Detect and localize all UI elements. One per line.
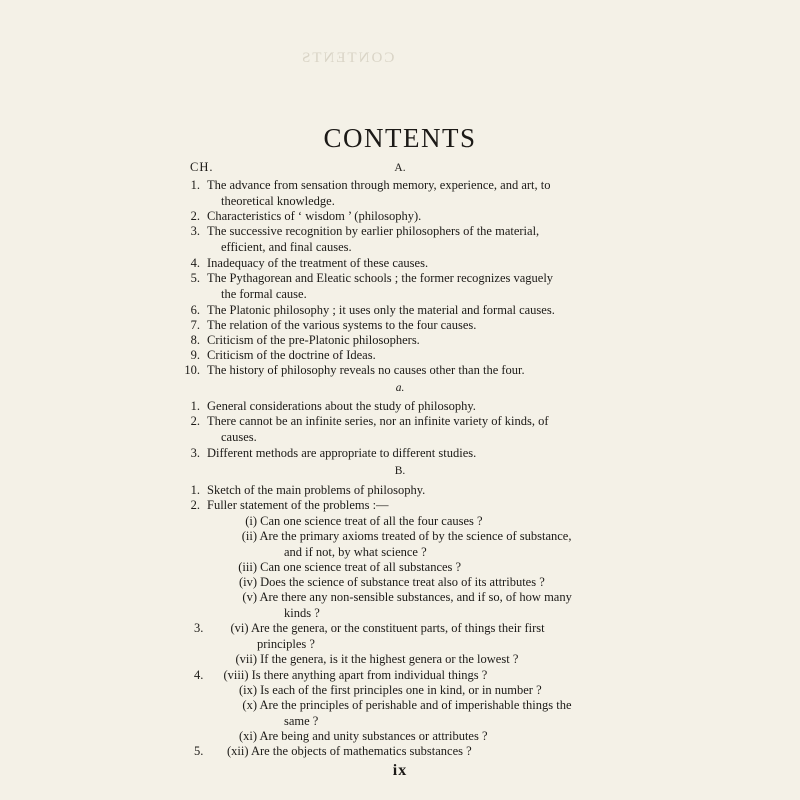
- section-heading-a: a.: [395, 382, 405, 394]
- problem-item: 5. (xii) Are the objects of mathematics substances ?: [194, 744, 472, 758]
- problem-item: (v) Are there any non-sensible substances, and if so, of how many kinds ?: [242, 590, 572, 620]
- list-item: 3. Different methods are appropriate to different studies.: [190, 446, 477, 460]
- list-item: 5. The Pythagorean and Eleatic schools ; the former recognizes vaguely the formal cause.: [190, 271, 554, 301]
- problem-item: 3. (vi) Are the genera, or the constituent parts, of things their first principles ?: [194, 621, 545, 651]
- problem-item: (i) Can one science treat of all the four causes ?: [245, 514, 483, 528]
- problem-item: (xi) Are being and unity substances or attributes ?: [238, 729, 488, 743]
- list-item: 4. Inadequacy of the treatment of these causes.: [190, 256, 429, 270]
- list-item: 1. General considerations about the study of philosophy.: [190, 399, 476, 413]
- list-item: 2. There cannot be an infinite series, nor an infinite variety of kinds, of causes.: [190, 414, 549, 444]
- problem-item: (ix) Is each of the first principles one in kind, or in number ?: [238, 683, 542, 697]
- problem-item: (iv) Does the science of substance treat also of its attributes ?: [238, 575, 545, 589]
- list-item: 1. Sketch of the main problems of philosophy.: [190, 483, 426, 497]
- chapter-column-label: CH.: [190, 160, 214, 174]
- list-item: 10. The history of philosophy reveals no causes other than the four.: [184, 363, 525, 377]
- list-item: 2. Fuller statement of the problems :—: [190, 498, 389, 512]
- list-item: 2. Characteristics of ‘ wisdom ’ (philosophy).: [190, 209, 422, 223]
- page-number: ix: [392, 762, 408, 779]
- section-heading-A: A.: [394, 162, 406, 174]
- section-heading-B: B.: [394, 465, 406, 477]
- list-item: 7. The relation of the various systems to the four causes.: [190, 318, 477, 332]
- problem-item: (x) Are the principles of perishable and of imperishable things the same ?: [242, 698, 572, 728]
- list-item: 8. Criticism of the pre-Platonic philosophers.: [190, 333, 420, 347]
- list-item: 3. The successive recognition by earlier philosophers of the material, efficient, and final causes.: [190, 224, 540, 254]
- problem-item: (vii) If the genera, is it the highest genera or the lowest ?: [235, 652, 519, 666]
- page-title: CONTENTS: [323, 123, 477, 153]
- problem-item: (ii) Are the primary axioms treated of by the science of substance, and if not, by what science ?: [241, 529, 572, 559]
- list-item: 6. The Platonic philosophy ; it uses only the material and formal causes.: [190, 303, 555, 317]
- show-through-text: CONTENTS: [300, 50, 395, 66]
- list-item: 1. The advance from sensation through memory, experience, and art, to theoretical knowledge.: [190, 178, 551, 208]
- problem-item: (iii) Can one science treat of all substances ?: [238, 560, 462, 574]
- problem-item: 4. (viii) Is there anything apart from individual things ?: [194, 668, 488, 682]
- list-item: 9. Criticism of the doctrine of Ideas.: [190, 348, 376, 362]
